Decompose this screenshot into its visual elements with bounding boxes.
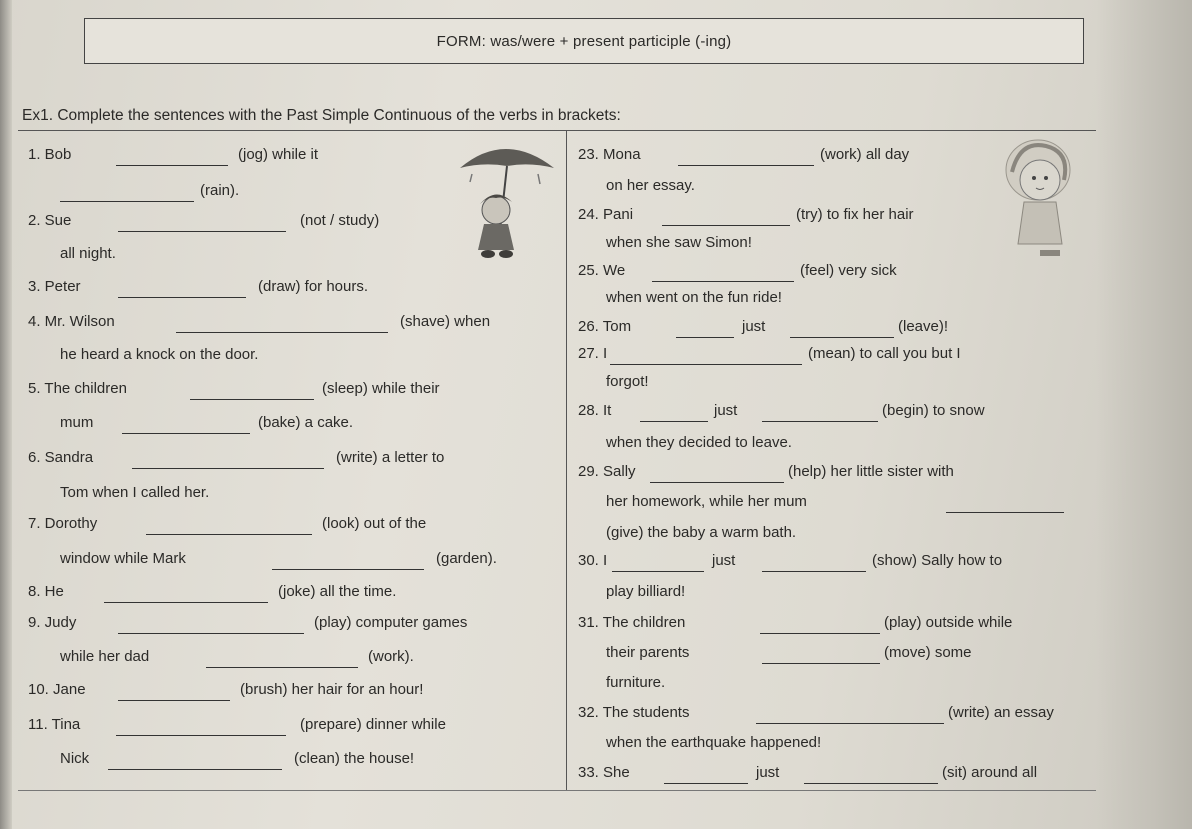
item-7-blank-2[interactable] — [272, 569, 424, 570]
item-28-cont: when they decided to leave. — [606, 434, 792, 451]
item-29-label: 29. Sally — [578, 463, 636, 480]
item-7-label: 7. Dorothy — [28, 515, 98, 532]
item-11-verb: (prepare) dinner while — [300, 716, 446, 733]
item-31-verb: (play) outside while — [884, 614, 1013, 631]
item-11-blank-2[interactable] — [108, 769, 282, 770]
form-box — [84, 18, 1084, 64]
item-5-cont: mum — [60, 414, 94, 431]
item-1-label: 1. Bob — [28, 146, 72, 163]
item-7-cont: window while Mark — [60, 550, 186, 567]
girl-with-umbrella-illustration — [450, 138, 560, 266]
item-29-blank[interactable] — [650, 482, 784, 483]
item-25-cont: when went on the fun ride! — [606, 289, 782, 306]
item-7-blank[interactable] — [146, 534, 312, 535]
item-5-blank[interactable] — [190, 399, 314, 400]
table-bottom-rule — [18, 790, 1096, 791]
item-2-cont: all night. — [60, 245, 116, 262]
item-30-just: just — [712, 552, 736, 569]
item-2-label: 2. Sue — [28, 212, 72, 229]
item-24-blank[interactable] — [662, 225, 790, 226]
item-9-blank[interactable] — [118, 633, 304, 634]
item-30-blank[interactable] — [612, 571, 704, 572]
item-11-cont: Nick — [60, 750, 90, 767]
item-32-label: 32. The students — [578, 704, 690, 721]
item-11-blank[interactable] — [116, 735, 286, 736]
item-1-blank-2[interactable] — [60, 201, 194, 202]
item-29-verb: (help) her little sister with — [788, 463, 954, 480]
item-31-cont-2: furniture. — [606, 674, 666, 691]
item-27-label: 27. I — [578, 345, 608, 362]
item-9-verb-2: (work). — [368, 648, 414, 665]
item-27-blank[interactable] — [610, 364, 802, 365]
item-30-blank-2[interactable] — [762, 571, 866, 572]
item-31-verb-2: (move) some — [884, 644, 972, 661]
item-9-label: 9. Judy — [28, 614, 77, 631]
item-27-verb: (mean) to call you but I — [808, 345, 961, 362]
item-4-blank[interactable] — [176, 332, 388, 333]
item-31-blank-2[interactable] — [762, 663, 880, 664]
item-4-label: 4. Mr. Wilson — [28, 313, 115, 330]
item-33-label: 33. She — [578, 764, 630, 781]
item-33-blank-2[interactable] — [804, 783, 938, 784]
item-10-verb: (brush) her hair for an hour! — [240, 681, 424, 698]
item-31-blank[interactable] — [760, 633, 880, 634]
item-1-verb-2: (rain). — [200, 182, 240, 199]
item-9-cont: while her dad — [60, 648, 150, 665]
item-29-blank-2[interactable] — [946, 512, 1064, 513]
item-6-cont: Tom when I called her. — [60, 484, 210, 501]
item-25-verb: (feel) very sick — [800, 262, 897, 279]
page-edge-shadow — [0, 0, 12, 829]
item-5-blank-2[interactable] — [122, 433, 250, 434]
item-3-verb: (draw) for hours. — [258, 278, 369, 295]
item-2-verb: (not / study) — [300, 212, 380, 229]
item-5-verb-2: (bake) a cake. — [258, 414, 354, 431]
item-1-verb: (jog) while it — [238, 146, 319, 163]
item-7-verb-2: (garden). — [436, 550, 497, 567]
item-26-just: just — [742, 318, 766, 335]
item-25-label: 25. We — [578, 262, 626, 279]
item-8-blank[interactable] — [104, 602, 268, 603]
page-edge-shadow-right — [1096, 0, 1192, 829]
item-23-label: 23. Mona — [578, 146, 641, 163]
item-26-label: 26. Tom — [578, 318, 632, 335]
item-28-label: 28. It — [578, 402, 612, 419]
item-5-verb: (sleep) while their — [322, 380, 440, 397]
item-8-label: 8. He — [28, 583, 64, 600]
item-10-blank[interactable] — [118, 700, 230, 701]
item-23-cont: on her essay. — [606, 177, 695, 194]
item-26-verb: (leave)! — [898, 318, 949, 335]
item-9-blank-2[interactable] — [206, 667, 358, 668]
item-3-blank[interactable] — [118, 297, 246, 298]
item-9-verb: (play) computer games — [314, 614, 468, 631]
item-31-label: 31. The children — [578, 614, 686, 631]
item-5-label: 5. The children — [28, 380, 127, 397]
item-30-verb: (show) Sally how to — [872, 552, 1003, 569]
item-6-label: 6. Sandra — [28, 449, 94, 466]
item-10-label: 10. Jane — [28, 681, 86, 698]
exercise-instruction: Ex1. Complete the sentences with the Past Simple Continuous of the verbs in brackets: — [22, 107, 621, 124]
item-23-blank[interactable] — [678, 165, 814, 166]
item-29-cont-2: (give) the baby a warm bath. — [606, 524, 797, 541]
item-32-blank[interactable] — [756, 723, 944, 724]
item-28-blank-2[interactable] — [762, 421, 878, 422]
item-24-verb: (try) to fix her hair — [796, 206, 914, 223]
item-11-verb-2: (clean) the house! — [294, 750, 415, 767]
item-33-verb: (sit) around all — [942, 764, 1038, 781]
item-6-verb: (write) a letter to — [336, 449, 445, 466]
item-26-blank-2[interactable] — [790, 337, 894, 338]
item-25-blank[interactable] — [652, 281, 794, 282]
item-27-cont: forgot! — [606, 373, 649, 390]
item-28-blank[interactable] — [640, 421, 708, 422]
item-26-blank[interactable] — [676, 337, 734, 338]
girl-fixing-hair-illustration — [1000, 132, 1080, 272]
item-11-label: 11. Tina — [28, 716, 81, 733]
item-6-blank[interactable] — [132, 468, 324, 469]
item-29-cont: her homework, while her mum — [606, 493, 807, 510]
item-28-just: just — [714, 402, 738, 419]
item-24-cont: when she saw Simon! — [606, 234, 752, 251]
item-23-verb: (work) all day — [820, 146, 910, 163]
table-top-rule — [18, 130, 1096, 131]
item-24-label: 24. Pani — [578, 206, 634, 223]
item-31-cont: their parents — [606, 644, 690, 661]
item-8-verb: (joke) all the time. — [278, 583, 397, 600]
form-rule-text: FORM: was/were + present participle (-ing) — [436, 32, 732, 50]
item-4-verb: (shave) when — [400, 313, 491, 330]
column-divider — [566, 130, 567, 790]
item-32-verb: (write) an essay — [948, 704, 1054, 721]
item-7-verb: (look) out of the — [322, 515, 427, 532]
item-30-label: 30. I — [578, 552, 608, 569]
item-33-just: just — [756, 764, 780, 781]
item-32-cont: when the earthquake happened! — [606, 734, 822, 751]
item-2-blank[interactable] — [118, 231, 286, 232]
item-33-blank[interactable] — [664, 783, 748, 784]
item-4-cont: he heard a knock on the door. — [60, 346, 259, 363]
item-1-blank[interactable] — [116, 165, 228, 166]
item-3-label: 3. Peter — [28, 278, 81, 295]
item-28-verb: (begin) to snow — [882, 402, 985, 419]
item-30-cont: play billiard! — [606, 583, 686, 600]
